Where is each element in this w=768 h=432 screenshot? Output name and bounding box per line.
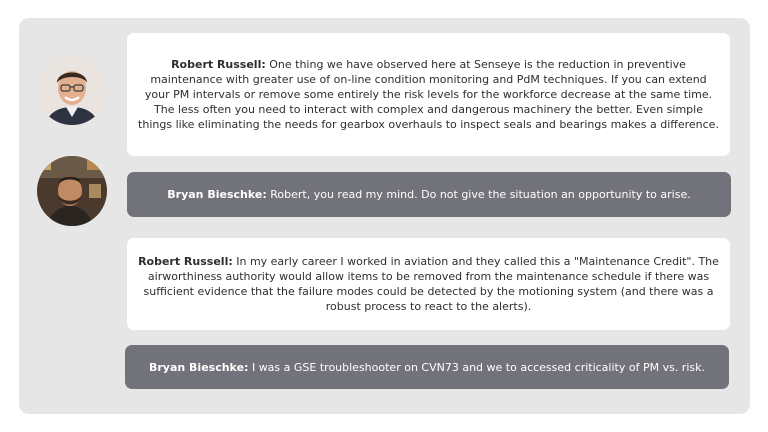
speaker-name: Robert Russell:	[171, 58, 266, 71]
message-body: Robert, you read my mind. Do not give the situation an opportunity to arise.	[266, 188, 691, 201]
message-bubble-1	[127, 33, 730, 156]
message-body: One thing we have observed here at Senseye is the reduction in preventive maintenance with greater use of on-line condition monitoring and PdM techniques. If you can extend your PM intervals or remove some entirely the risk levels for the workforce decrease at the same time. The less often you need to interact with complex and dangerous machinery the better. Even simple things like eliminating the needs for gearbox overhauls to inspect seals and bearings makes a difference.	[138, 58, 719, 131]
message-text-1	[137, 57, 720, 132]
avatar-bryan-bieschke	[37, 156, 107, 226]
message-bubble-2	[127, 172, 731, 217]
speaker-name: Bryan Bieschke:	[167, 188, 267, 201]
message-text-4	[149, 360, 705, 375]
message-text-2	[167, 187, 690, 202]
message-bubble-3	[127, 238, 730, 330]
message-body: In my early career I worked in aviation and they called this a "Maintenance Credit". The airworthiness authority would allow items to be removed from the maintenance schedule if there was sufficient evidence that the failure modes could be detected by the motioning system (and there was a robust process to react to the alerts).	[143, 255, 719, 313]
robert-russell-photo	[37, 55, 107, 125]
speaker-name: Bryan Bieschke:	[148, 360, 249, 374]
bryan-bieschke-photo	[37, 156, 107, 226]
avatar-robert-russell	[37, 55, 107, 125]
message-body: I was a GSE troubleshooter on CVN73 and we to accessed criticality of PM vs. risk.	[248, 360, 705, 374]
speaker-name: Robert Russell:	[138, 255, 233, 268]
message-bubble-4	[125, 345, 729, 389]
message-text-3	[137, 254, 720, 314]
